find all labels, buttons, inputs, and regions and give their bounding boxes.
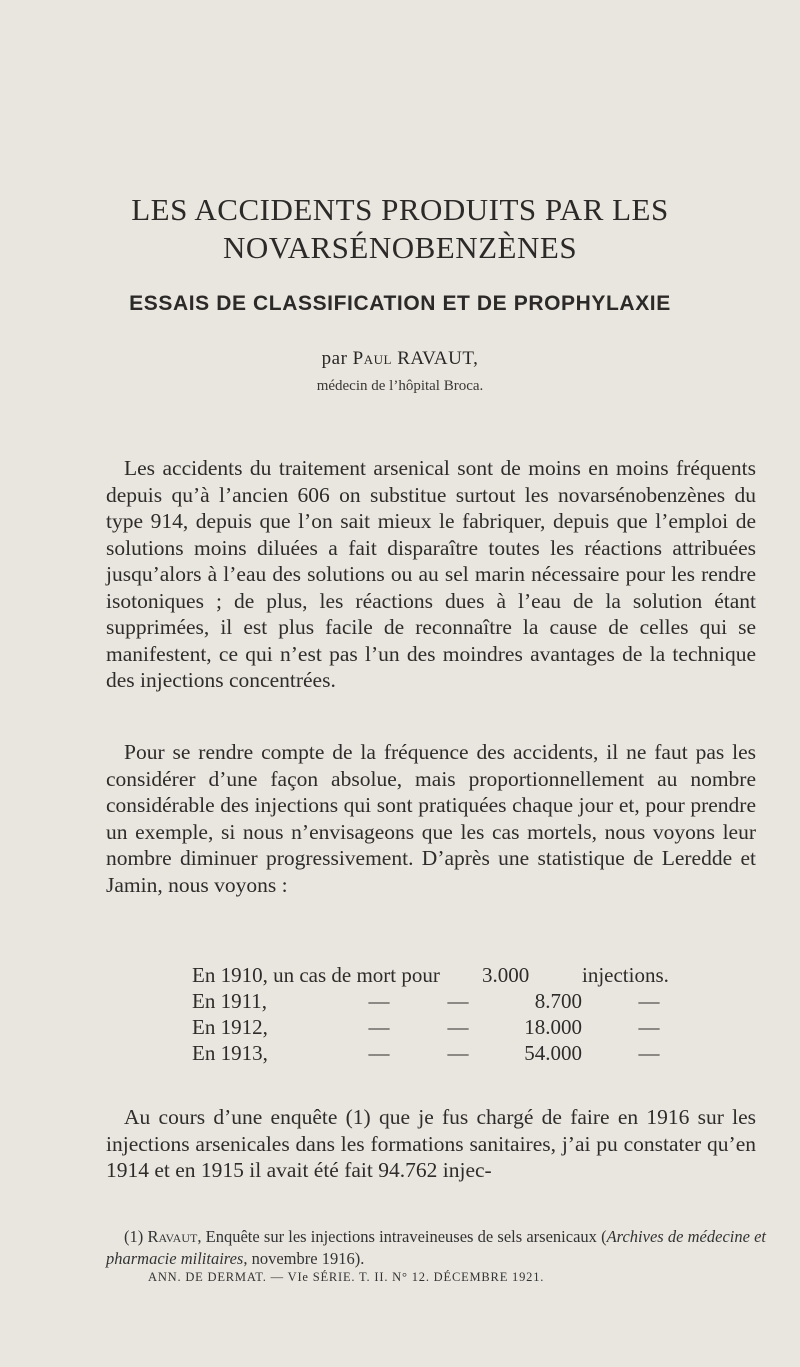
footnote-marker: (1) (124, 1227, 144, 1246)
stats-row (192, 962, 704, 988)
paragraph-text: Au cours d’une enquête (1) que je fus chargé de faire en 1916 sur les injections arsenicales dans les formations sanitaires, j’ai pu constater qu’en 1914 et en 1915 il avait été fait 94.762 injec- (106, 1105, 756, 1182)
stats-row (192, 988, 704, 1014)
stats-ditto-2: — (447, 1041, 469, 1065)
author-first-name: Paul (352, 348, 392, 369)
mortality-statistics (192, 962, 704, 1066)
stats-count: 54.000 (524, 1041, 582, 1065)
stats-unit: — (638, 989, 660, 1013)
paragraph-1 (106, 455, 756, 694)
stats-ditto-1: — (368, 989, 390, 1013)
footnote-source: Archives de médecine et pharmacie militaires (106, 1227, 767, 1268)
stats-year-lead: En 1910, un cas de mort pour (192, 963, 440, 987)
stats-ditto-2: — (447, 1015, 469, 1039)
stats-year-lead: En 1911, (192, 989, 268, 1013)
running-footer: ANN. DE DERMAT. — VIe SÉRIE. T. II. N° 12. DÉCEMBRE 1921. (148, 1270, 545, 1284)
footnote (106, 1226, 766, 1270)
article-title-line-2: NOVARSÉNOBENZÈNES (222, 230, 578, 265)
article-title-line-1: LES ACCIDENTS PRODUITS PAR LES (131, 192, 669, 227)
footnote-source-open: ( (601, 1227, 607, 1246)
byline-prefix: par (321, 348, 348, 369)
paragraph-text: Pour se rendre compte de la fréquence des accidents, il ne faut pas les considérer d’une façon absolue, mais proportionnellement au nombre considérable des injections qui sont pratiquées chaque jour et, pour prendre un exemple, si nous n’envisageons que les cas mortels, nous voyons leur nombre diminuer progressivement. D’après une statistique de Leredde et Jamin, nous voyons : (106, 740, 756, 897)
paragraph-text: Les accidents du traitement arsenical sont de moins en moins fréquents depuis qu’à l’ancien 606 on substitue surtout les novarsénobenzènes du type 914, depuis que l’on sait mieux le fabriquer, depuis que l’emploi de solutions moins diluées a fait disparaître toutes les réactions attribuées jusqu’alors à l’eau des solutions ou au sel marin nécessaire pour les rendre isotoniques ; de plus, les réactions dues à l’eau de la solution étant supprimées, il est plus facile de reconnaître la cause de celles qui se manifestent, ce qui n’est pas l’un des moindres avantages de la technique des injections concentrées. (106, 456, 756, 692)
stats-year-lead: En 1913, (192, 1041, 268, 1065)
paragraph-3 (106, 1104, 756, 1184)
stats-count: 8.700 (534, 989, 582, 1013)
stats-unit: — (638, 1041, 660, 1065)
stats-unit: injections. (582, 963, 669, 987)
author-surname: RAVAUT, (397, 348, 479, 369)
footnote-text: Enquête sur les injections intraveineuses de sels arsenicaux (205, 1227, 597, 1246)
stats-ditto-2: — (447, 989, 469, 1013)
stats-count: 18.000 (524, 1015, 582, 1039)
byline (0, 348, 800, 370)
stats-ditto-1: — (368, 1015, 390, 1039)
stats-count: 3.000 (482, 963, 530, 987)
author-affiliation: médecin de l’hôpital Broca. (316, 378, 484, 394)
stats-row (192, 1040, 704, 1066)
footnote-source-close: , novembre 1916). (243, 1249, 365, 1268)
stats-ditto-1: — (368, 1041, 390, 1065)
stats-year-lead: En 1912, (192, 1015, 268, 1039)
article-subtitle: ESSAIS DE CLASSIFICATION ET DE PROPHYLAXIE (129, 292, 671, 315)
stats-unit: — (638, 1015, 660, 1039)
footnote-author: Ravaut, (147, 1227, 202, 1246)
paragraph-2 (106, 739, 756, 898)
stats-row (192, 1014, 704, 1040)
